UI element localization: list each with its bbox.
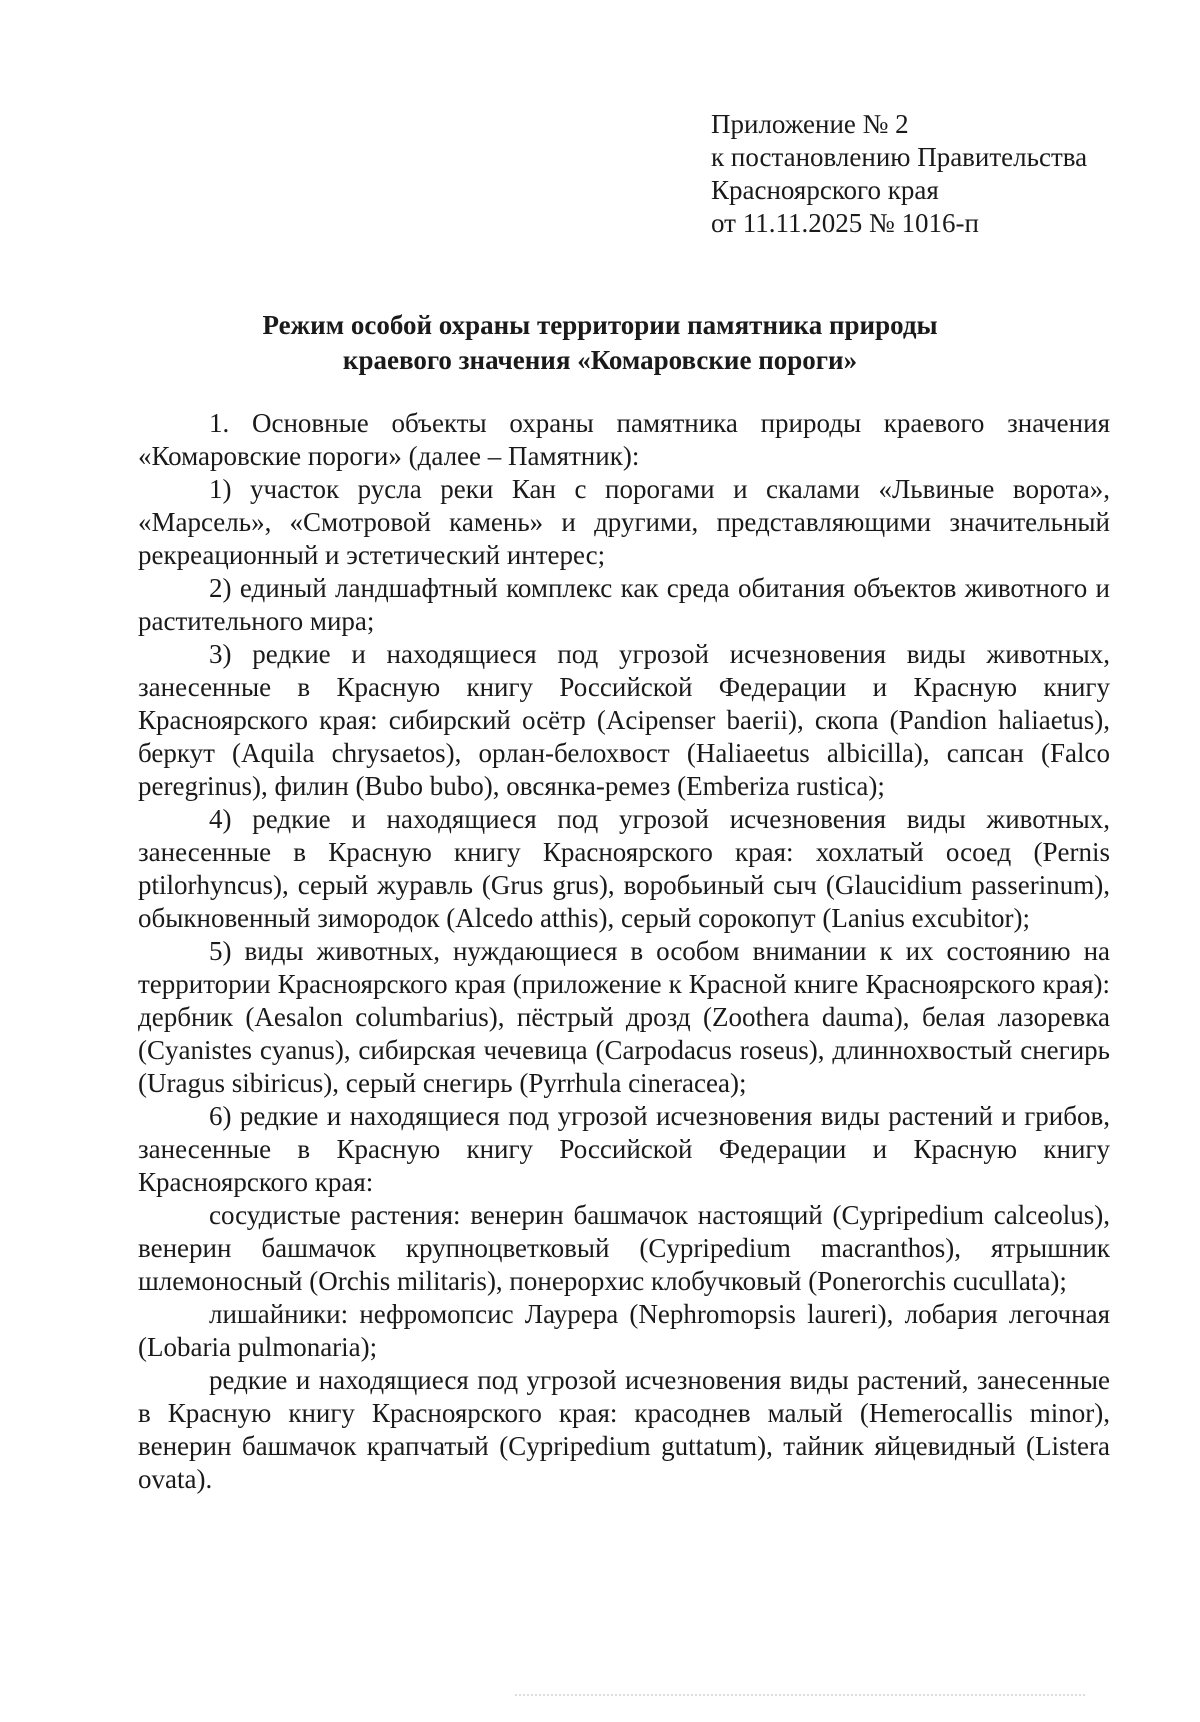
paragraph-item-2: 2) единый ландшафтный комплекс как среда обитания объектов животного и растительного мира; [138, 573, 1110, 636]
appendix-date: от 11.11.2025 № 1016-п [711, 208, 979, 238]
paragraph-lichens: лишайники: нефромопсис Лаурера (Nephromopsis laureri), лобария легочная (Lobaria pulmonaria); [138, 1299, 1110, 1362]
paragraph-item-3: 3) редкие и находящиеся под угрозой исчезновения виды животных, занесенные в Красную книгу Российской Федерации и Красную книгу Красноярского края: сибирский осётр (Acipenser baerii), скопа (Pandion haliaetus), беркут (Aquila chrysaetos), орлан-белохвост (Haliaeetus albicilla), сапсан (Falco peregrinus), филин (Bubo bubo), овсянка-ремез (Emberiza rustica); [138, 639, 1110, 801]
paragraph-1: 1. Основные объекты охраны памятника природы краевого значения «Комаровские пороги» (далее – Памятник): [138, 408, 1110, 471]
paragraph-item-5: 5) виды животных, нуждающиеся в особом внимании к их состоянию на территории Красноярского края (приложение к Красной книге Красноярского края): дербник (Aesalon columbarius), пёстрый дрозд (Zoothera dauma), белая лазоревка (Cyanistes cyanus), сибирская чечевица (Carpodacus roseus), длиннохвостый снегирь (Uragus sibiricus), серый снегирь (Pyrrhula cineracea); [138, 936, 1110, 1098]
appendix-header [711, 108, 1131, 240]
paragraph-regional-plants: редкие и находящиеся под угрозой исчезновения виды растений, занесенные в Красную книгу Красноярского края: красоднев малый (Hemerocallis minor), венерин башмачок крапчатый (Cypripedium guttatum), тайник яйцевидный (Listera ovata). [138, 1365, 1110, 1494]
document-title [130, 308, 1070, 378]
document-body [138, 407, 1110, 1496]
appendix-number: Приложение № 2 [711, 109, 909, 139]
appendix-reference: к постановлению Правительства [711, 142, 1088, 172]
title-line-1: Режим особой охраны территории памятника природы [262, 310, 938, 340]
scan-artifact-line [515, 1694, 1085, 1696]
paragraph-item-4: 4) редкие и находящиеся под угрозой исчезновения виды животных, занесенные в Красную книгу Красноярского края: хохлатый осоед (Pernis ptilorhyncus), серый журавль (Grus grus), воробьиный сыч (Glaucidium passerinum), обыкновенный зимородок (Alcedo atthis), серый сорокопут (Lanius excubitor); [138, 804, 1110, 933]
paragraph-item-6: 6) редкие и находящиеся под угрозой исчезновения виды растений и грибов, занесенные в Красную книгу Российской Федерации и Красную книгу Красноярского края: [138, 1101, 1110, 1197]
paragraph-item-1: 1) участок русла реки Кан с порогами и скалами «Львиные ворота», «Марсель», «Смотровой камень» и другими, представляющими значительный рекреационный и эстетический интерес; [138, 474, 1110, 570]
paragraph-vascular-plants: сосудистые растения: венерин башмачок настоящий (Cypripedium calceolus), венерин башмачок крупноцветковый (Cypripedium macranthos), ятрышник шлемоносный (Orchis militaris), понерорхис клобучковый (Ponerorchis cucullata); [138, 1200, 1110, 1296]
title-line-2: краевого значения «Комаровские пороги» [342, 345, 858, 375]
appendix-region: Красноярского края [711, 175, 939, 205]
